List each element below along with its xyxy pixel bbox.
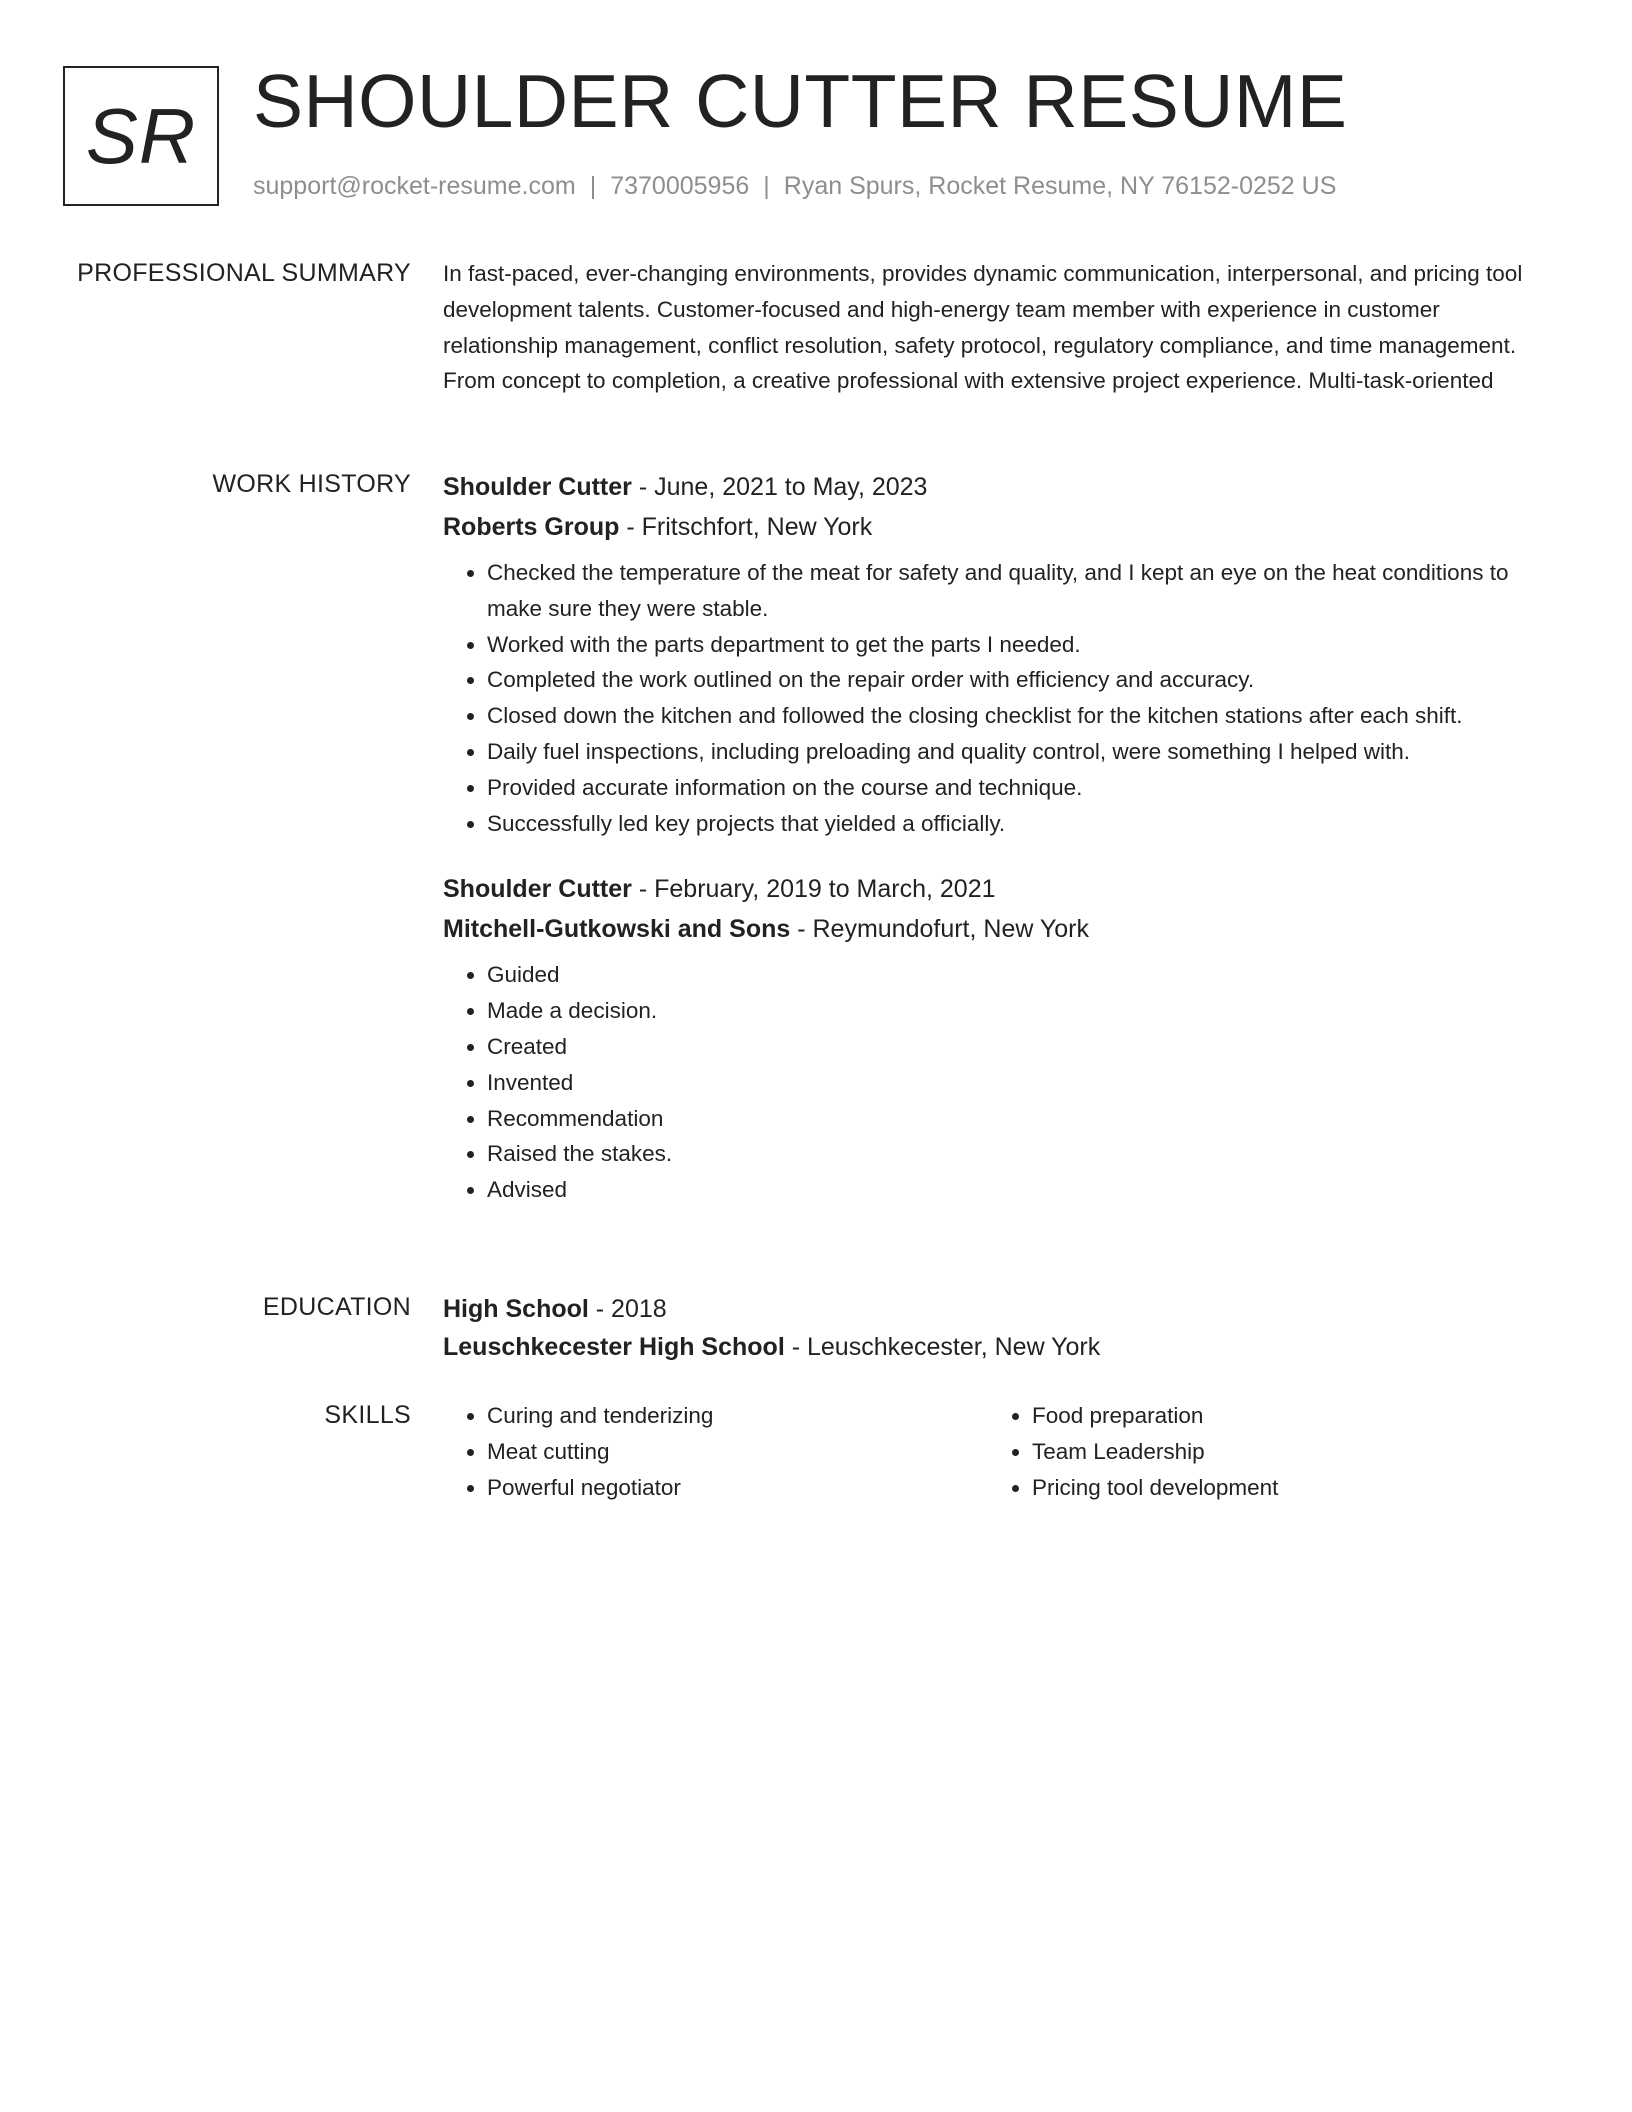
contact-address: Ryan Spurs, Rocket Resume, NY 76152-0252 US [783, 172, 1337, 200]
skills-column-left [443, 1398, 988, 1505]
contact-separator: | [763, 172, 770, 200]
skill-item: • Team Leadership [1032, 1434, 1533, 1470]
education-body [443, 1290, 1553, 1366]
skills-grid [443, 1398, 1553, 1505]
job-bullet: • Worked with the parts department to get the parts I needed. [487, 627, 1553, 663]
section-heading-work-history: WORK HISTORY [212, 470, 411, 498]
job-company-line [443, 909, 1553, 949]
skills-list [443, 1398, 988, 1505]
job-company: Mitchell-Gutkowski and Sons [443, 915, 791, 944]
job-entry [443, 869, 1553, 1208]
job-company: Roberts Group [443, 513, 620, 541]
monogram-box [63, 66, 219, 206]
job-title-line [443, 467, 1553, 507]
skill-item: • Food preparation [1032, 1398, 1533, 1434]
section-heading-skills: SKILLS [324, 1401, 411, 1429]
job-dates: - June, 2021 to May, 2023 [631, 473, 928, 501]
section-heading-summary: PROFESSIONAL SUMMARY [77, 259, 411, 287]
summary-body [443, 256, 1553, 399]
job-title-line [443, 869, 1553, 909]
skill-item: • Powerful negotiator [487, 1470, 988, 1506]
job-bullet: • Made a decision. [487, 993, 1553, 1029]
contact-phone: 7370005956 [610, 172, 750, 200]
work-history-body [443, 467, 1553, 1208]
education-location: - Leuschkecester, New York [784, 1333, 1101, 1361]
education-year: - 2018 [588, 1295, 667, 1323]
job-location: - Reymundofurt, New York [790, 915, 1090, 944]
education-degree-line [443, 1290, 1553, 1328]
job-dates: - February, 2019 to March, 2021 [631, 875, 996, 904]
job-bullet: • Raised the stakes. [487, 1136, 1553, 1172]
skill-item: • Pricing tool development [1032, 1470, 1533, 1506]
job-bullet: • Guided [487, 957, 1553, 993]
summary-text: In fast-paced, ever-changing environments, provides dynamic communication, interpersonal, and pricing tool development talents. Customer-focused and high-energy team member with experience in customer relationship management, conflict resolution, safety protocol, regulatory compliance, and time management. From concept to completion, a creative professional with extensive project experience. Multi-task-oriented [443, 261, 1523, 394]
job-bullet-list [443, 957, 1553, 1208]
skills-body [443, 1398, 1553, 1505]
contact-email: support@rocket-resume.com [253, 172, 576, 200]
job-bullet-list [443, 555, 1553, 841]
job-title: Shoulder Cutter [443, 875, 632, 904]
contact-separator: | [589, 172, 597, 200]
job-location: - Fritschfort, New York [619, 513, 873, 541]
skill-item: • Meat cutting [487, 1434, 988, 1470]
job-bullet: • Closed down the kitchen and followed the closing checklist for the kitchen stations after each shift. [487, 698, 1553, 734]
education-school-line [443, 1328, 1553, 1366]
job-entry [443, 467, 1553, 841]
job-bullet: • Created [487, 1029, 1553, 1065]
contact-line [253, 170, 1573, 202]
job-bullet: • Recommendation [487, 1101, 1553, 1137]
job-bullet: • Advised [487, 1172, 1553, 1208]
resume-title: SHOULDER CUTTER RESUME [253, 59, 1348, 143]
education-degree: High School [443, 1295, 589, 1323]
job-bullet: • Completed the work outlined on the repair order with efficiency and accuracy. [487, 662, 1553, 698]
section-heading-education: EDUCATION [262, 1293, 411, 1321]
skills-column-right [988, 1398, 1533, 1505]
job-title: Shoulder Cutter [443, 473, 632, 501]
job-bullet: • Checked the temperature of the meat for safety and quality, and I kept an eye on the heat conditions to make sure they were stable. [487, 555, 1553, 627]
job-company-line [443, 507, 1553, 547]
job-bullet: • Provided accurate information on the course and technique. [487, 770, 1553, 806]
skills-list [988, 1398, 1533, 1505]
job-bullet: • Successfully led key projects that yielded a officially. [487, 806, 1553, 842]
job-bullet: • Daily fuel inspections, including preloading and quality control, were something I helped with. [487, 734, 1553, 770]
monogram-initials: SR [85, 91, 197, 180]
skill-item: • Curing and tenderizing [487, 1398, 988, 1434]
job-bullet: • Invented [487, 1065, 1553, 1101]
education-school: Leuschkecester High School [443, 1333, 785, 1361]
header [253, 56, 1573, 202]
